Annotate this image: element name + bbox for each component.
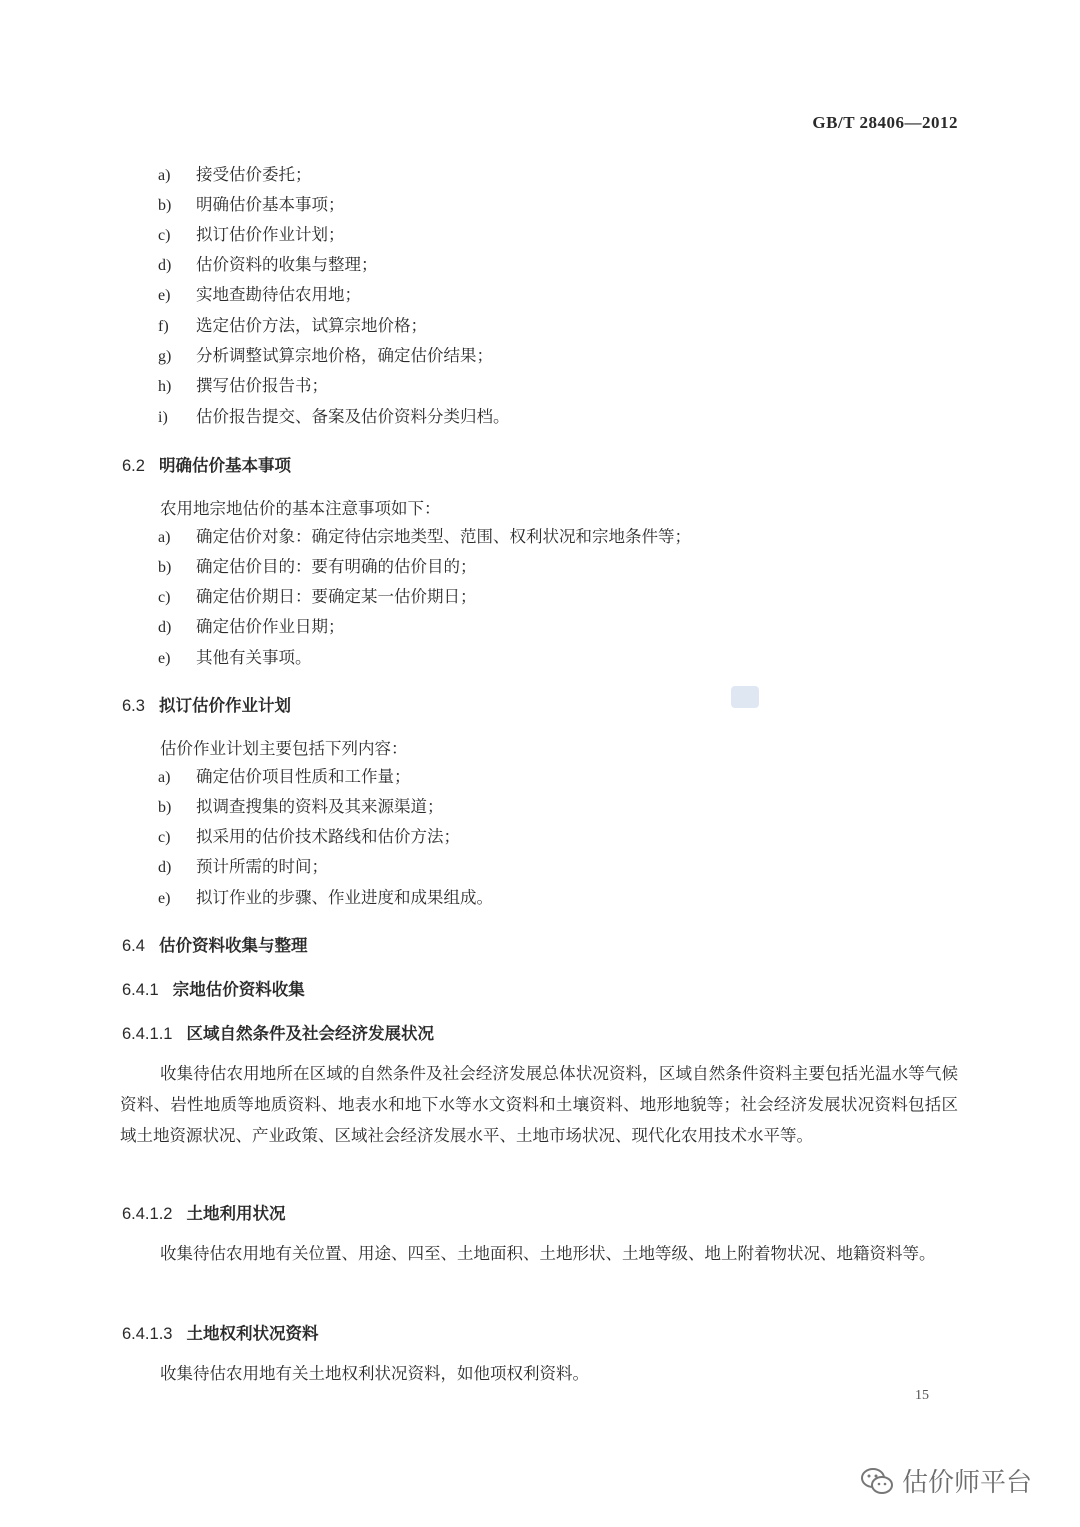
section-heading-6-4-1-3: 6.4.1.3 土地权利状况资料 <box>122 1324 319 1343</box>
list-item: d) 预计所需的时间； <box>158 857 328 876</box>
watermark-logo <box>731 686 759 708</box>
section-heading-6-2: 6.2 明确估价基本事项 <box>122 456 291 475</box>
section-heading-6-3: 6.3 拟订估价作业计划 <box>122 696 291 715</box>
section-intro: 估价作业计划主要包括下列内容： <box>160 739 408 758</box>
list-item: f) 选定估价方法，试算宗地价格； <box>158 316 427 335</box>
list-item: c) 确定估价期日：要确定某一估价期日； <box>158 587 477 606</box>
list-item: a) 确定估价项目性质和工作量； <box>158 767 411 786</box>
list-item: d) 确定估价作业日期； <box>158 617 345 636</box>
list-item: e) 拟订作业的步骤、作业进度和成果组成。 <box>158 888 493 907</box>
list-item: c) 拟采用的估价技术路线和估价方法； <box>158 827 460 846</box>
section-paragraph: 收集待估农用地有关位置、用途、四至、土地面积、土地形状、土地等级、地上附着物状况、地籍资料等。 <box>160 1244 936 1263</box>
list-item: b) 确定估价目的：要有明确的估价目的； <box>158 557 477 576</box>
standard-code: GB/T 28406—2012 <box>812 113 958 132</box>
section-heading-6-4-1-2: 6.4.1.2 土地利用状况 <box>122 1204 286 1223</box>
section-paragraph: 收集待估农用地所在区域的自然条件及社会经济发展总体状况资料，区域自然条件资料主要包括光温水等气候资料、岩性地质等地质资料、地表水和地下水等水文资料和土壤资料、地形地貌等；社会经济发展状况资料包括区域土地资源状况、产业政策、区域社会经济发展水平、土地市场状况、现代化农用技术水平等。 <box>120 1064 958 1145</box>
wechat-account-name: 估价师平台 <box>902 1468 1033 1498</box>
list-item: b) 明确估价基本事项； <box>158 195 345 214</box>
list-item: i) 估价报告提交、备案及估价资料分类归档。 <box>158 407 510 426</box>
list-item: a) 确定估价对象：确定待估宗地类型、范围、权利状况和宗地条件等； <box>158 527 691 546</box>
list-item: d) 估价资料的收集与整理； <box>158 255 378 274</box>
page-number: 15 <box>915 1388 929 1403</box>
list-item: e) 实地查勘待估农用地； <box>158 285 361 304</box>
section-heading-6-4-1-1: 6.4.1.1 区域自然条件及社会经济发展状况 <box>122 1024 434 1043</box>
list-item: h) 撰写估价报告书； <box>158 376 328 395</box>
section-heading-6-4: 6.4 估价资料收集与整理 <box>122 936 308 955</box>
wechat-watermark <box>860 1462 1032 1499</box>
list-item: c) 拟订估价作业计划； <box>158 225 345 244</box>
list-item: b) 拟调查搜集的资料及其来源渠道； <box>158 797 444 816</box>
section-paragraph: 收集待估农用地有关土地权利状况资料，如他项权利资料。 <box>160 1364 589 1383</box>
list-item: g) 分析调整试算宗地价格，确定估价结果； <box>158 346 493 365</box>
list-item: a) 接受估价委托； <box>158 165 312 184</box>
section-intro: 农用地宗地估价的基本注意事项如下： <box>160 499 441 518</box>
wechat-icon <box>860 1466 894 1496</box>
section-heading-6-4-1: 6.4.1 宗地估价资料收集 <box>122 980 305 999</box>
list-item: e) 其他有关事项。 <box>158 648 312 667</box>
